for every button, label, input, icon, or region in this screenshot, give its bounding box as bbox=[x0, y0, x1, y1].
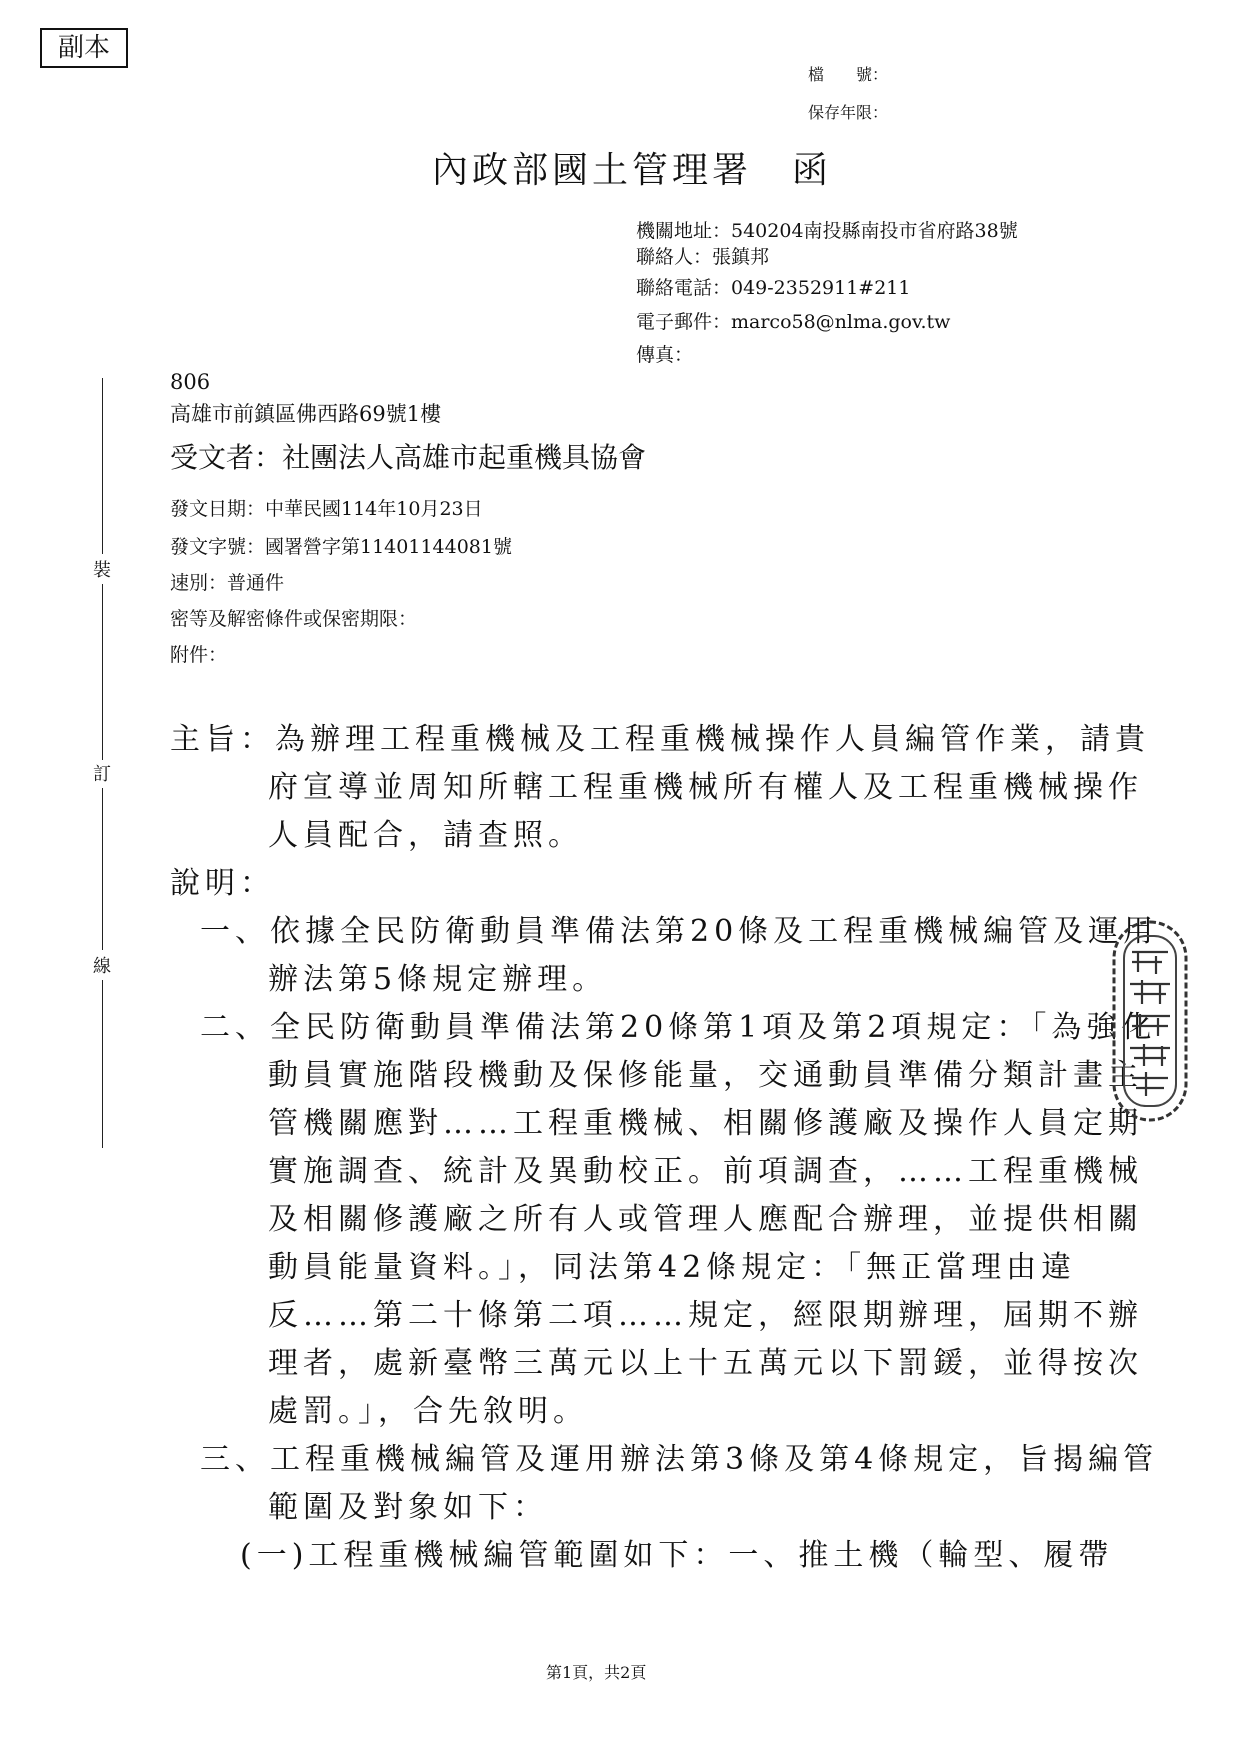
item-3-sub-1-line-1: (一)工程重機械編管範圍如下：一、推土機（輪型、履帶 bbox=[240, 1538, 1114, 1573]
explanation-heading: 說明： bbox=[170, 866, 275, 901]
binding-line-top bbox=[102, 378, 103, 554]
binding-line-middle bbox=[102, 584, 103, 760]
issue-date: 發文日期：中華民國114年10月23日 bbox=[170, 498, 483, 520]
secrecy-level: 密等及解密條件或保密期限： bbox=[170, 608, 418, 630]
contact-email: 電子郵件：marco58@nlma.gov.tw bbox=[636, 311, 951, 333]
binding-mark-ding: 訂 bbox=[93, 764, 111, 785]
subject-line-3: 人員配合，請查照。 bbox=[268, 818, 583, 853]
contact-fax: 傳真： bbox=[636, 344, 694, 366]
binding-line-lower bbox=[102, 788, 103, 950]
item-3-line-1: 三、工程重機械編管及運用辦法第3條及第4條規定，旨揭編管 bbox=[200, 1442, 1159, 1477]
recipient-postal-code: 806 bbox=[170, 370, 211, 394]
contact-person: 聯絡人：張鎮邦 bbox=[636, 246, 770, 268]
recipient-address: 高雄市前鎮區佛西路69號1樓 bbox=[170, 402, 442, 426]
page-number: 第1頁，共2頁 bbox=[546, 1663, 647, 1682]
subject-line-2: 府宣導並周知所轄工程重機械所有權人及工程重機械操作 bbox=[268, 770, 1143, 805]
item-2-line-2: 動員實施階段機動及保修能量，交通動員準備分類計畫主 bbox=[268, 1058, 1143, 1093]
item-3-line-2: 範圍及對象如下： bbox=[268, 1490, 548, 1525]
item-2-line-9: 處罰。」，合先敘明。 bbox=[268, 1394, 588, 1429]
file-number-label: 檔 號： bbox=[808, 65, 889, 84]
attachment: 附件： bbox=[170, 644, 228, 666]
document-title: 內政部國土管理署 函 bbox=[432, 150, 833, 191]
retention-period-label: 保存年限： bbox=[808, 103, 889, 122]
item-1-line-1: 一、依據全民防衛動員準備法第20條及工程重機械編管及運用 bbox=[200, 914, 1159, 949]
official-seal-stamp bbox=[1108, 918, 1192, 1124]
binding-mark-xian: 線 bbox=[93, 956, 111, 977]
delivery-speed: 速別：普通件 bbox=[170, 572, 285, 594]
binding-mark-zhuang: 裝 bbox=[93, 560, 111, 581]
recipient-name: 受文者：社團法人高雄市起重機具協會 bbox=[170, 441, 647, 474]
item-1-line-2: 辦法第5條規定辦理。 bbox=[268, 962, 608, 997]
item-2-line-6: 動員能量資料。」，同法第42條規定：「無正當理由違 bbox=[268, 1250, 1077, 1285]
agency-address: 機關地址：540204南投縣南投市省府路38號 bbox=[636, 220, 1018, 242]
item-2-line-5: 及相關修護廠之所有人或管理人應配合辦理，並提供相關 bbox=[268, 1202, 1143, 1237]
subject-line-1: 主旨：為辦理工程重機械及工程重機械操作人員編管作業，請貴 bbox=[170, 722, 1150, 757]
document-number: 發文字號：國署營字第11401144081號 bbox=[170, 536, 512, 558]
copy-stamp: 副本 bbox=[40, 28, 128, 68]
item-2-line-3: 管機關應對……工程重機械、相關修護廠及操作人員定期 bbox=[268, 1106, 1143, 1141]
contact-phone: 聯絡電話：049-2352911#211 bbox=[636, 277, 911, 299]
item-2-line-1: 二、全民防衛動員準備法第20條第1項及第2項規定：「為強化 bbox=[200, 1010, 1157, 1045]
item-2-line-4: 實施調查、統計及異動校正。前項調查，……工程重機械 bbox=[268, 1154, 1143, 1189]
item-2-line-7: 反……第二十條第二項……規定，經限期辦理，屆期不辦 bbox=[268, 1298, 1143, 1333]
binding-line-bottom bbox=[102, 980, 103, 1148]
item-2-line-8: 理者，處新臺幣三萬元以上十五萬元以下罰鍰，並得按次 bbox=[268, 1346, 1143, 1381]
